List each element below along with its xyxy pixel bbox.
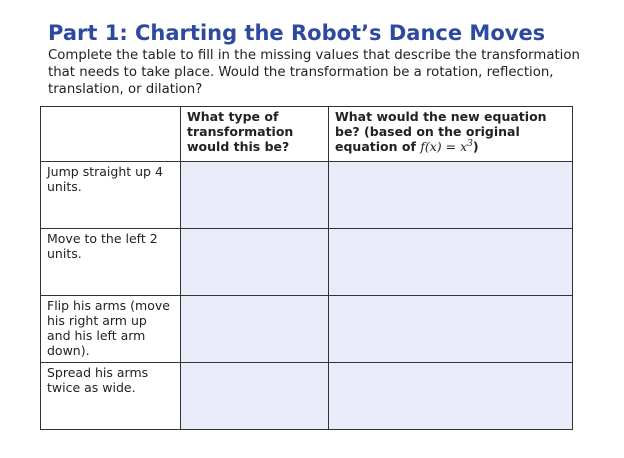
original-equation: $f(x) = x^3$: [420, 138, 473, 154]
header-blank-cell: [41, 107, 181, 162]
row-label: Spread his arms twice as wide.: [41, 363, 181, 430]
header-close-paren: ): [472, 139, 479, 154]
instructions-paragraph: Complete the table to fill in the missing values that describe the transformation that needs to take place. Would the transformation be a rotation, reflection, translation, or dilation?: [48, 48, 580, 97]
row-label: Move to the left 2 units.: [41, 229, 181, 296]
table-row: [41, 363, 573, 430]
header-transformation-type: What type of transformation would this be?: [181, 107, 329, 162]
row-label: Flip his arms (move his right arm up and his left arm down).: [41, 296, 181, 363]
transformation-type-answer-cell[interactable]: [181, 363, 329, 430]
equation-exponent: 3: [467, 138, 473, 149]
new-equation-answer-cell[interactable]: [329, 296, 573, 363]
row-label: Jump straight up 4 units.: [41, 162, 181, 229]
transformation-type-answer-cell[interactable]: [181, 296, 329, 363]
table-row: [41, 229, 573, 296]
transformation-type-answer-cell[interactable]: [181, 162, 329, 229]
transformation-type-answer-cell[interactable]: [181, 229, 329, 296]
header-new-equation: [329, 107, 573, 162]
new-equation-answer-cell[interactable]: [329, 162, 573, 229]
new-equation-answer-cell[interactable]: [329, 229, 573, 296]
table-row: [41, 162, 573, 229]
page-title: Part 1: Charting the Robot’s Dance Moves: [48, 21, 546, 45]
new-equation-answer-cell[interactable]: [329, 363, 573, 430]
transformation-table: [40, 106, 573, 430]
table-header-row: [41, 107, 573, 162]
table-row: [41, 296, 573, 363]
header-new-equation-text: What would the new equation be? (based on the original equation of: [335, 109, 547, 154]
